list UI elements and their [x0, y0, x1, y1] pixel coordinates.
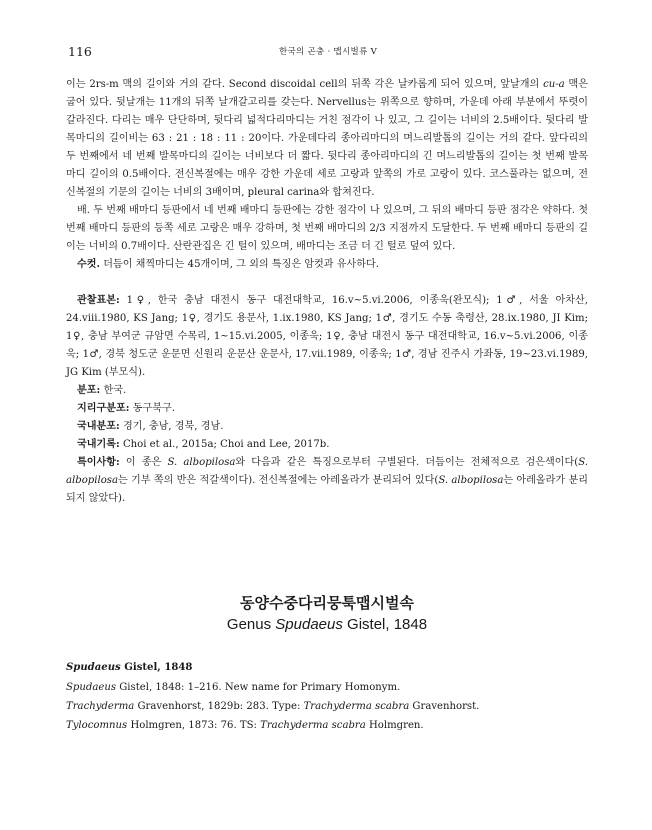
species-description: [66, 76, 588, 508]
synonymy-list: [66, 658, 588, 735]
distribution: 분포: 한국.: [77, 385, 127, 396]
synonymy-heading: Spudaeus Gistel, 1848: [66, 662, 193, 673]
synonymy-entry: Spudaeus Gistel, 1848: 1–216. New name for Primary Homonym.: [66, 682, 401, 693]
genus-scientific-name: Genus Spudaeus Gistel, 1848: [226, 616, 428, 633]
material-examined: 관찰표본: 1♀, 한국 충남 대전시 동구 대전대학교, 16.v~5.vi.2006, 이종욱(완모식); 1♂, 서울 아차산, 24.viii.1980, KS Jang; 1♀, 경기도 용문사, 1.ix.1980, KS Jang; 1♂, 경기도 수동 축령산, 28.ix.1980, JI Kim; 1♀, 충남 부여군 규암면 수목리, 1~15.vi.2005, 이종욱; 1♀, 충남 대전시 동구 대전대학교, 16.v~5.vi.2006, 이종욱; 1♂, 경북 청도군 운문면 신원리 운문산 운문사, 17.vii.1989, 이종욱; 1♂, 경남 진주시 가좌동, 19~23.vi.1989, JG Kim (부모식).: [66, 295, 588, 378]
spacer: [66, 274, 588, 292]
paragraph-male: 수컷. 더듬이 채찍마디는 45개이며, 그 외의 특징은 암컷과 유사하다.: [77, 259, 379, 270]
genus-heading: [66, 592, 588, 636]
remarks: 특이사항: 이 종은 S. albopilosa와 다음과 같은 특징으로부터 구별된다. 더듬이는 전체적으로 검은색이다(S. albopilosa는 기부 쪽의 반은 적갈색이다). 전신복절에는 아레올라가 분리되어 있다(S. albopilosa는 아레올라가 분리되지 않았다).: [66, 457, 588, 504]
zoogeographic-region: 지리구분포: 동구북구.: [77, 403, 175, 414]
synonymy-entry: Tylocomnus Holmgren, 1873: 76. TS: Trachyderma scabra Holmgren.: [66, 720, 424, 731]
paragraph-wings-legs: 이는 2rs-m 맥의 길이와 거의 같다. Second discoidal cell의 뒤쪽 각은 날카롭게 되어 있으며, 앞날개의 cu-a 맥은 굽어 있다. 뒷날개는 11개의 뒤쪽 날개갈고리를 갖는다. Nervellus는 위쪽으로 향하며, 가운데 아래 부분에서 뚜렷이 갈라진다. 다리는 매우 단단하며, 뒷다리 넓적다리마디는 거친 점각이 나 있고, 그 길이는 너비의 2.5배이다. 뒷다리 발목마디의 길이비는 63 : 21 : 18 : 11 : 20이다. 가운데다리 종아리마디의 며느리발톱의 길이는 거의 같다. 앞다리의 두 번째에서 네 번째 발목마디의 길이는 너비보다 더 짧다. 뒷다리 종아리마디의 긴 며느리발톱의 길이는 첫 번째 발목마디 길이의 0.5배이다. 전신복절에는 매우 강한 가운데 세로 고랑과 앞쪽의 가로 고랑이 있다. 코스풀라는 없으며, 전신복절의 기문의 길이는 너비의 3배이며, pleural carina와 합쳐진다.: [66, 79, 588, 198]
genus-korean-name: 동양수중다리뭉툭맵시벌속: [240, 594, 414, 612]
page-number: 116: [68, 44, 92, 59]
domestic-distribution: 국내분포: 경기, 충남, 경북, 경남.: [77, 421, 224, 432]
domestic-records: 국내기록: Choi et al., 2015a; Choi and Lee, 2017b.: [77, 439, 330, 450]
synonymy-entry: Trachyderma Gravenhorst, 1829b: 283. Type: Trachyderma scabra Gravenhorst.: [66, 701, 480, 712]
paragraph-abdomen: 배. 두 번째 배마디 등판에서 네 번째 배마디 등판에는 강한 점각이 나 있으며, 그 뒤의 배마디 등판 점각은 약하다. 첫 번째 배마디 등판의 등쪽 세로 고랑은 매우 강하며, 첫 번째 배마디의 2/3 지점까지 도달한다. 두 번째 배마디 등판의 길이는 너비의 0.7배이다. 산란관집은 긴 털이 있으며, 배마디는 조금 더 긴 털로 덮여 있다.: [66, 205, 588, 252]
running-title: 한국의 곤충 · 맵시벌류 V: [278, 47, 378, 57]
page-header: [68, 44, 588, 60]
